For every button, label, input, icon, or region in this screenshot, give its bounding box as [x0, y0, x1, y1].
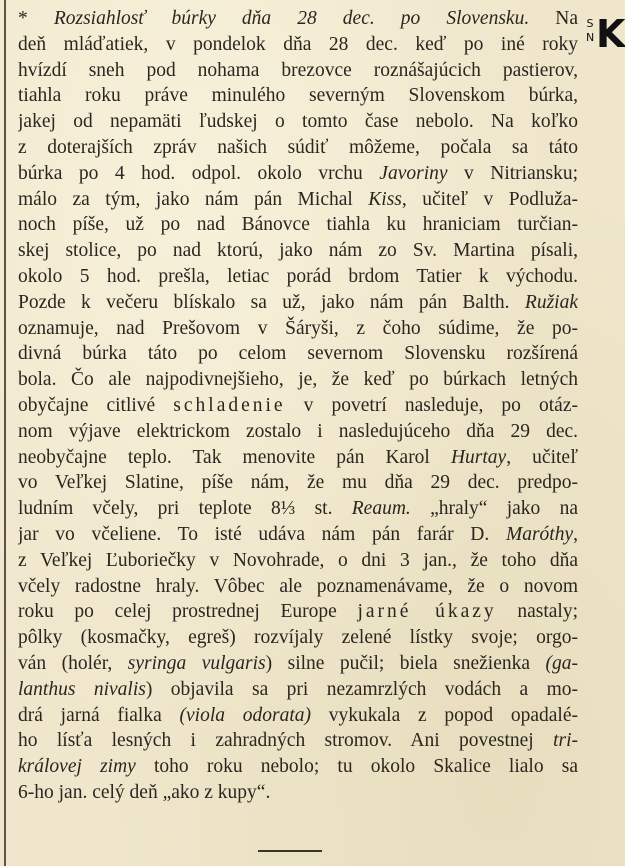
spaced-run: schladenie	[173, 394, 286, 416]
text-run: ,	[573, 523, 578, 545]
text-run: Na	[529, 8, 578, 29]
text-run: *	[18, 8, 54, 29]
text-line	[18, 264, 578, 290]
italic-run: Kiss	[368, 188, 402, 210]
text-line	[18, 703, 578, 729]
text-run: včely radostne hraly. Vôbec ale poznamenávame, že o novom	[18, 575, 578, 597]
italic-run: (viola odorata)	[179, 704, 311, 726]
text-run: ván (holér,	[18, 652, 128, 674]
text-line	[18, 728, 578, 754]
text-line	[18, 419, 578, 445]
text-run: divná búrka táto po celom severnom Slovensku rozšírená	[18, 343, 578, 365]
text-line	[18, 548, 578, 574]
text-run: vykukala z popod opadalé-	[311, 704, 578, 726]
article-text	[18, 6, 578, 806]
text-run: nastaly;	[496, 601, 578, 623]
text-run: skej stolice, po nad ktorú, jako nám zo Sv. Martina písali,	[18, 240, 578, 262]
text-run: , učiteľ v Podluža-	[401, 188, 578, 210]
italic-run: (ga-	[545, 652, 578, 674]
text-line	[18, 470, 578, 496]
italic-run: Rozsiahlosť búrky dňa 28 dec. po Slovensku.	[53, 8, 530, 29]
text-run: ) objavila sa pri nezamrzlých vodách a mo-	[145, 678, 578, 700]
text-run: z Veľkej Ľuboriečky v Novohrade, o dni 3 jan., že toho dňa	[18, 549, 578, 571]
italic-run: Javoriny	[379, 162, 448, 184]
text-run: roku po celej prostrednej Europe	[18, 601, 358, 623]
margin-mark-small-1: S	[586, 17, 594, 30]
italic-run: syringa vulgaris	[127, 652, 266, 674]
text-run: hvízdí sneh pod nohama brezovce roznášajúcich pastierov,	[18, 59, 578, 81]
italic-run: královej zimy	[18, 756, 136, 778]
text-line	[18, 625, 578, 651]
text-line	[18, 58, 578, 84]
text-run: v povetrí nasleduje, po otáz-	[285, 394, 578, 416]
italic-run: Reaum.	[351, 498, 411, 520]
text-run: obyčajne citlivé	[18, 394, 174, 416]
column-rule	[4, 0, 6, 866]
text-run: nom výjave elektrickom zostalo i nasledujúceho dňa 29 dec.	[18, 420, 578, 442]
text-line	[18, 109, 578, 135]
text-run: oznamuje, nad Prešovom v Šáryši, z čoho súdime, že po-	[18, 317, 578, 339]
text-run: Pozde k večeru blískalo sa už, jako nám pán Balth.	[18, 291, 525, 313]
text-run: málo za tým, jako nám pán Michal	[18, 188, 369, 210]
text-run: okolo 5 hod. prešla, letiac porád brdom Tatier k východu.	[18, 265, 578, 287]
text-line	[18, 32, 578, 58]
text-line	[18, 161, 578, 187]
text-run: drá jarná fialka	[18, 704, 180, 726]
text-run: toho roku nebolo; tu okolo Skalice lialo sa	[135, 756, 578, 778]
spaced-run: jarné úkazy	[357, 601, 497, 623]
margin-mark-letter: K	[596, 12, 625, 56]
text-line	[18, 187, 578, 213]
text-run: , učiteľ	[506, 446, 578, 468]
text-run: noch píše, už po nad Bánovce tiahla ku hraniciam turčian-	[18, 214, 578, 236]
text-line	[18, 316, 578, 342]
text-line	[18, 651, 578, 677]
text-line	[18, 238, 578, 264]
text-line	[18, 135, 578, 161]
text-run: jakej od nepamäti ľudskej o tomto čase nebolo. Na koľko	[18, 111, 578, 133]
text-line	[18, 754, 578, 780]
text-line	[18, 522, 578, 548]
italic-run: Ružiak	[524, 291, 578, 313]
text-line	[18, 367, 578, 393]
text-line	[18, 599, 578, 625]
text-run: vo Veľkej Slatine, píše nám, že mu dňa 29 dec. predpo-	[18, 472, 578, 494]
margin-mark-small-2: N	[586, 31, 595, 44]
text-run: deň mláďatiek, v pondelok dňa 28 dec. keď po iné roky	[18, 33, 578, 55]
italic-run: lanthus nivalis	[18, 678, 146, 700]
italic-run: Maróthy	[505, 523, 574, 545]
text-line	[18, 6, 578, 32]
italic-run: Hurtay	[450, 446, 507, 468]
text-run: „hraly“ jako na	[410, 498, 578, 520]
margin-mark	[586, 12, 625, 58]
end-rule	[258, 850, 322, 852]
text-line	[18, 393, 578, 419]
text-line	[18, 290, 578, 316]
text-line	[18, 341, 578, 367]
text-run: ho lísťa lesných i zahradných stromov. Ani povestnej	[18, 730, 554, 752]
text-run: ) silne pučil; biela snežienka	[265, 652, 546, 674]
text-run: v Nitriansku;	[447, 162, 578, 184]
text-run: tiahla roku práve minulého severným Slovenskom búrka,	[18, 85, 578, 107]
text-run: ludním včely, pri teplote 8⅓ st.	[18, 498, 352, 520]
text-run: neobyčajne teplo. Tak menovite pán Karol	[18, 446, 451, 468]
text-line	[18, 445, 578, 471]
italic-run: tri-	[553, 730, 578, 752]
text-line	[18, 83, 578, 109]
text-run: jar vo včeliene. To isté udáva nám pán farár D.	[18, 523, 506, 545]
text-run: 6-ho jan. celý deň „ako z kupy“.	[18, 781, 271, 803]
text-run: z doterajších zpráv našich súdiť môžeme, počala sa táto	[18, 136, 578, 158]
text-line	[18, 780, 578, 806]
text-line	[18, 677, 578, 703]
text-line	[18, 574, 578, 600]
text-run: búrka po 4 hod. odpol. okolo vrchu	[18, 162, 380, 184]
text-line	[18, 496, 578, 522]
text-line	[18, 212, 578, 238]
text-run: bola. Čo ale najpodivnejšieho, je, že keď po búrkach letných	[18, 369, 578, 391]
text-run: pôlky (kosmačky, egreš) rozvíjaly zelené lístky svoje; orgo-	[18, 627, 578, 649]
